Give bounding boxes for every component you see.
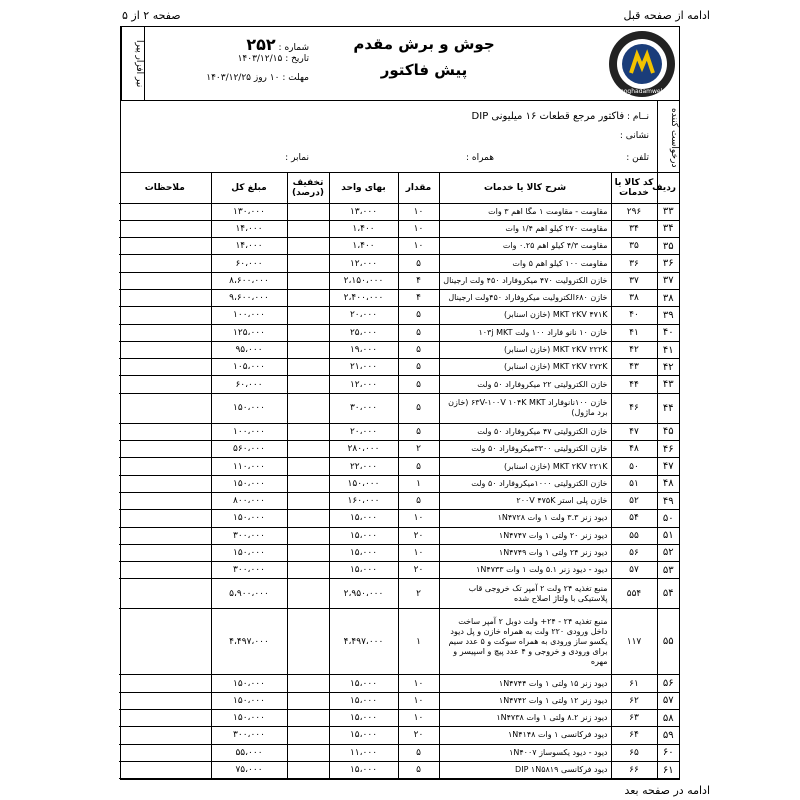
items-table [119,173,679,779]
item-unit-price: ۱۵،۰۰۰ [329,692,398,709]
item-discount [287,272,329,289]
item-discount [287,475,329,492]
item-total: ۶۰،۰۰۰ [211,255,287,272]
table-row [119,492,679,509]
item-discount [287,289,329,306]
item-notes [119,441,211,458]
item-notes [119,238,211,255]
item-total: ۱۵۰،۰۰۰ [211,510,287,527]
item-discount [287,441,329,458]
row-number: ۴۳ [657,376,679,393]
row-number: ۴۱ [657,341,679,358]
item-quantity: ۵ [398,393,439,423]
item-discount [287,562,329,579]
table-row [119,393,679,423]
item-code: ۶۶ [611,761,657,778]
item-description: مقاومت - مقاومت ۱ مگا اهم ۳ وات [439,203,611,220]
item-notes [119,458,211,475]
item-description: دیود فرکانسی DIP ۱N۵۸۱۹ [439,761,611,778]
item-unit-price: ۲۲،۰۰۰ [329,458,398,475]
item-code: ۶۴ [611,727,657,744]
item-unit-price: ۱،۴۰۰ [329,238,398,255]
table-row [119,475,679,492]
item-discount [287,376,329,393]
item-notes [119,675,211,692]
item-code: ۴۶ [611,393,657,423]
item-discount [287,527,329,544]
table-row [119,527,679,544]
item-total: ۳۰۰،۰۰۰ [211,727,287,744]
invoice-sheet [120,26,680,780]
col-row: ردیف [657,173,679,203]
item-total: ۹،۶۰۰،۰۰۰ [211,289,287,306]
fax-label: نمابر : [285,153,309,163]
item-code: ۳۵ [611,238,657,255]
item-description: دیود زنر ۳.۳ ولت ۱ وات ۱N۴۷۲۸ [439,510,611,527]
item-code: ۴۳ [611,359,657,376]
table-row [119,289,679,306]
col-desc: شرح کالا یا خدمات [439,173,611,203]
item-quantity: ۱۰ [398,675,439,692]
item-unit-price: ۲۸۰،۰۰۰ [329,441,398,458]
item-unit-price: ۱۵،۰۰۰ [329,710,398,727]
row-number: ۴۲ [657,359,679,376]
item-total: ۱۵۰،۰۰۰ [211,710,287,727]
row-number: ۵۱ [657,527,679,544]
item-code: ۴۲ [611,341,657,358]
table-row [119,692,679,709]
item-unit-price: ۱۶۰،۰۰۰ [329,492,398,509]
stamp-label: نیر افزار پیرا [121,27,145,101]
item-total: ۵۵،۰۰۰ [211,744,287,761]
item-total: ۷۵،۰۰۰ [211,761,287,778]
item-notes [119,744,211,761]
item-notes [119,359,211,376]
item-quantity: ۵ [398,376,439,393]
row-number: ۵۶ [657,675,679,692]
col-qty: مقدار [398,173,439,203]
item-total: ۱۰۰،۰۰۰ [211,423,287,440]
table-row [119,272,679,289]
item-description: خازن الکترولیتی ۴۷ میکروفاراد ۵۰ ولت [439,423,611,440]
item-total: ۵،۹۰۰،۰۰۰ [211,579,287,609]
item-quantity: ۵ [398,307,439,324]
item-description: دیود زنر ۱۵ ولتی ۱ وات ۱N۴۷۴۴ [439,675,611,692]
item-quantity: ۴ [398,289,439,306]
item-unit-price: ۱۹،۰۰۰ [329,341,398,358]
item-quantity: ۵ [398,324,439,341]
item-quantity: ۲۰ [398,562,439,579]
item-quantity: ۲۰ [398,727,439,744]
item-quantity: ۲۰ [398,527,439,544]
item-quantity: ۵ [398,359,439,376]
item-quantity: ۵ [398,744,439,761]
item-discount [287,238,329,255]
item-description: خازن الکترولیتی ۲۲ میکروفاراد ۵۰ ولت [439,376,611,393]
item-description: دیود فرکانسی ۱ وات ۱N۴۱۴۸ [439,727,611,744]
item-unit-price: ۱۵،۰۰۰ [329,675,398,692]
item-code: ۳۴ [611,220,657,237]
item-quantity: ۵ [398,458,439,475]
company-logo-icon [607,29,677,99]
item-unit-price: ۱۲،۰۰۰ [329,376,398,393]
item-total: ۳۰۰،۰۰۰ [211,562,287,579]
item-description: دیود زنر ۱۲ ولتی ۱ وات ۱N۴۷۴۲ [439,692,611,709]
item-quantity: ۱۰ [398,510,439,527]
item-quantity: ۱۰ [398,544,439,561]
item-total: ۱۴،۰۰۰ [211,238,287,255]
row-number: ۴۸ [657,475,679,492]
item-notes [119,510,211,527]
item-notes [119,220,211,237]
table-row [119,341,679,358]
item-total: ۸،۶۰۰،۰۰۰ [211,272,287,289]
item-discount [287,307,329,324]
item-description: خازن پلی استر ۲۰۰V ۴۷۵K [439,492,611,509]
table-row [119,423,679,440]
item-unit-price: ۱۲،۰۰۰ [329,255,398,272]
item-discount [287,423,329,440]
invoice-meta [149,35,309,92]
item-code: ۴۴ [611,376,657,393]
table-row [119,609,679,675]
item-description: MKT ۲KV ۲۲۲K (خازن اسنابر) [439,341,611,358]
item-unit-price: ۲۵،۰۰۰ [329,324,398,341]
item-discount [287,341,329,358]
customer-name-line [472,111,649,122]
item-unit-price: ۱۵،۰۰۰ [329,510,398,527]
table-row [119,675,679,692]
item-code: ۵۲ [611,492,657,509]
item-code: ۴۰ [611,307,657,324]
row-number: ۵۲ [657,544,679,561]
item-discount [287,727,329,744]
item-code: ۶۱ [611,675,657,692]
row-number: ۳۵ [657,238,679,255]
mobile-label: همراه : [465,153,494,163]
item-unit-price: ۱۵۰،۰۰۰ [329,475,398,492]
item-discount [287,675,329,692]
row-number: ۴۶ [657,441,679,458]
item-discount [287,203,329,220]
invoice-number: ۲۵۲ [246,35,276,54]
row-number: ۴۹ [657,492,679,509]
item-code: ۵۰ [611,458,657,475]
item-unit-price: ۲۱،۰۰۰ [329,359,398,376]
item-description: خازن الکترولیتی ۱۰۰۰میکروفاراد ۵۰ ولت [439,475,611,492]
deadline-value: ۱۰ روز ۱۴۰۳/۱۲/۲۵ [206,73,280,83]
table-row [119,544,679,561]
item-total: ۵۶۰،۰۰۰ [211,441,287,458]
item-quantity: ۵ [398,341,439,358]
item-total: ۱۳۰،۰۰۰ [211,203,287,220]
customer-section [121,101,679,173]
table-header-row [119,173,679,203]
company-name: جوش و برش مقدم [353,35,495,53]
page-number: صفحه ۲ از ۵ [122,9,181,22]
item-discount [287,324,329,341]
table-row [119,203,679,220]
item-total: ۴،۴۹۷،۰۰۰ [211,609,287,675]
row-number: ۴۷ [657,458,679,475]
name-label: نــام : [627,112,649,122]
item-discount [287,510,329,527]
row-number: ۶۰ [657,744,679,761]
item-quantity: ۱۰ [398,238,439,255]
row-number: ۴۰ [657,324,679,341]
item-unit-price: ۱۱،۰۰۰ [329,744,398,761]
table-row [119,359,679,376]
row-number: ۳۴ [657,220,679,237]
item-total: ۱۴،۰۰۰ [211,220,287,237]
item-quantity: ۲ [398,441,439,458]
item-notes [119,527,211,544]
item-notes [119,376,211,393]
item-total: ۱۵۰،۰۰۰ [211,675,287,692]
item-notes [119,341,211,358]
item-quantity: ۵ [398,492,439,509]
item-unit-price: ۱،۴۰۰ [329,220,398,237]
item-unit-price: ۲،۱۵۰،۰۰۰ [329,272,398,289]
row-number: ۳۹ [657,307,679,324]
invoice-date: ۱۴۰۳/۱۲/۱۵ [237,54,283,64]
table-row [119,220,679,237]
item-discount [287,492,329,509]
item-unit-price: ۱۵،۰۰۰ [329,727,398,744]
item-discount [287,744,329,761]
table-row [119,324,679,341]
table-row [119,579,679,609]
item-quantity: ۲ [398,579,439,609]
item-code: ۵۵ [611,527,657,544]
item-unit-price: ۱۵،۰۰۰ [329,761,398,778]
item-quantity: ۱ [398,609,439,675]
table-row [119,761,679,778]
item-notes [119,562,211,579]
item-description: مقاومت ۲۷۰ کیلو اهم ۱/۴ وات [439,220,611,237]
item-description: مقاومت ۴/۳ کیلو اهم ۰.۲۵ وات [439,238,611,255]
item-description: خازن ۶۸۰الکترولیت میکروفاراد ۴۵۰ولت ارجینال [439,289,611,306]
item-code: ۵۱ [611,475,657,492]
item-code: ۵۶ [611,544,657,561]
row-number: ۳۸ [657,289,679,306]
item-notes [119,203,211,220]
item-notes [119,475,211,492]
item-total: ۱۵۰،۰۰۰ [211,544,287,561]
item-description: مقاومت ۱۰۰ کیلو اهم ۵ وات [439,255,611,272]
item-description: خازن ۱۰ نانو فاراد ۱۰۰ ولت ۱۰۳j MKT [439,324,611,341]
item-total: ۶۰،۰۰۰ [211,376,287,393]
item-code: ۳۶ [611,255,657,272]
table-row [119,510,679,527]
row-number: ۳۳ [657,203,679,220]
address-label: نشانی : [619,131,649,141]
item-total: ۱۵۰،۰۰۰ [211,692,287,709]
row-number: ۵۸ [657,710,679,727]
item-total: ۳۰۰،۰۰۰ [211,527,287,544]
item-total: ۱۰۰،۰۰۰ [211,307,287,324]
item-unit-price: ۳۰،۰۰۰ [329,393,398,423]
item-description: دیود - دیود یکسوساز ۱N۴۰۰۷ [439,744,611,761]
item-description: MKT ۲KV ۴۷۱K (خازن اسنابر) [439,307,611,324]
number-label: شماره : [278,43,309,53]
row-number: ۴۵ [657,423,679,440]
table-body [119,203,679,779]
item-unit-price: ۲۰،۰۰۰ [329,307,398,324]
item-discount [287,692,329,709]
col-unit-price: بهای واحد [329,173,398,203]
item-code: ۵۴ [611,510,657,527]
item-notes [119,492,211,509]
item-discount [287,761,329,778]
row-number: ۵۴ [657,579,679,609]
item-code: ۱۱۷ [611,609,657,675]
item-code: ۴۷ [611,423,657,440]
row-number: ۳۶ [657,255,679,272]
item-description: خازن الکترولیتی ۳۳۰۰میکروفاراد ۵۰ ولت [439,441,611,458]
table-row [119,441,679,458]
item-notes [119,289,211,306]
item-quantity: ۵ [398,255,439,272]
item-notes [119,609,211,675]
item-notes [119,692,211,709]
item-total: ۱۵۰،۰۰۰ [211,475,287,492]
col-code: کد کالا یا خدمات [611,173,657,203]
item-description: خازن الکترولیت ۴۷۰ میکروفاراد ۴۵۰ ولت ارجینال [439,272,611,289]
table-row [119,376,679,393]
item-description: MKT ۲KV ۲۷۲K (خازن اسنابر) [439,359,611,376]
table-row [119,238,679,255]
item-unit-price: ۱۵،۰۰۰ [329,527,398,544]
customer-name: فاکتور مرجع قطعات ۱۶ میلیونی DIP [471,111,625,122]
item-discount [287,710,329,727]
item-notes [119,272,211,289]
item-description: MKT ۲KV ۲۲۱K (خازن اسنابر) [439,458,611,475]
item-notes [119,307,211,324]
continued-next-note: ادامه در صفحه بعد [624,784,710,797]
date-label: تاریخ : [285,54,309,64]
col-total: مبلغ کل [211,173,287,203]
item-notes [119,324,211,341]
row-number: ۵۵ [657,609,679,675]
item-discount [287,579,329,609]
item-discount [287,544,329,561]
requester-label: درخواست کننده [657,101,679,173]
item-unit-price: ۴،۴۹۷،۰۰۰ [329,609,398,675]
item-discount [287,458,329,475]
item-notes [119,423,211,440]
row-number: ۴۴ [657,393,679,423]
invoice-header [121,27,679,101]
item-unit-price: ۱۳،۰۰۰ [329,203,398,220]
item-discount [287,609,329,675]
item-description: منبع تغذیه ۲۴ - ۲۴+ ولت دوبل ۲ آمپر ساخت داخل ورودی ۲۲۰ ولت به همراه خازن و پل دیود یکسو ساز ورودی به همراه سوکت و ۵ عدد سیم برای ورودی و خروجی و ۴ عدد پیچ و اسپیسر و مهره [439,609,611,675]
item-notes [119,710,211,727]
item-code: ۳۷ [611,272,657,289]
item-discount [287,220,329,237]
item-discount [287,359,329,376]
item-quantity: ۱ [398,475,439,492]
item-quantity: ۱۰ [398,710,439,727]
row-number: ۶۱ [657,761,679,778]
item-description: دیود زنر ۲۰ ولتی ۱ وات ۱N۴۷۴۷ [439,527,611,544]
item-code: ۵۷ [611,562,657,579]
row-number: ۵۹ [657,727,679,744]
item-total: ۹۵،۰۰۰ [211,341,287,358]
table-row [119,744,679,761]
item-description: دیود زنر ۸.۲ ولتی ۱ وات ۱N۴۷۳۸ [439,710,611,727]
item-code: ۶۵ [611,744,657,761]
item-quantity: ۵ [398,761,439,778]
item-code: ۶۲ [611,692,657,709]
row-number: ۵۷ [657,692,679,709]
item-notes [119,727,211,744]
item-code: ۲۹۶ [611,203,657,220]
item-unit-price: ۲،۹۵۰،۰۰۰ [329,579,398,609]
item-total: ۱۲۵،۰۰۰ [211,324,287,341]
continued-from-note: ادامه از صفحه قبل [623,9,710,22]
item-notes [119,393,211,423]
company-title [349,35,499,79]
item-quantity: ۱۰ [398,203,439,220]
item-description: منبع تغذیه ۲۴ ولت ۲ آمپر تک خروجی قاب پلاستیکی با ولتاژ اصلاح شده [439,579,611,609]
item-code: ۵۵۴ [611,579,657,609]
phone-label: تلفن : [626,153,649,163]
item-discount [287,393,329,423]
table-row [119,458,679,475]
item-total: ۱۱۰،۰۰۰ [211,458,287,475]
item-code: ۳۸ [611,289,657,306]
item-quantity: ۴ [398,272,439,289]
item-total: ۱۵۰،۰۰۰ [211,393,287,423]
item-code: ۶۳ [611,710,657,727]
item-notes [119,579,211,609]
item-quantity: ۱۰ [398,220,439,237]
table-row [119,727,679,744]
row-number: ۵۳ [657,562,679,579]
item-description: دیود - دیود زنر ۵.۱ ولت ۱ وات ۱N۴۷۳۳ [439,562,611,579]
item-unit-price: ۲،۴۰۰،۰۰۰ [329,289,398,306]
table-row [119,710,679,727]
item-total: ۸۰۰،۰۰۰ [211,492,287,509]
item-notes [119,544,211,561]
item-notes [119,255,211,272]
item-code: ۴۸ [611,441,657,458]
item-discount [287,255,329,272]
document-title: پیش فاکتور [380,61,468,79]
item-unit-price: ۱۵،۰۰۰ [329,544,398,561]
row-number: ۵۰ [657,510,679,527]
item-quantity: ۱۰ [398,692,439,709]
logo-text: moghadamweld [617,88,667,95]
table-row [119,562,679,579]
item-unit-price: ۱۵،۰۰۰ [329,562,398,579]
item-description: خازن ۱۰۰نانوفاراد ۶۳V-۱۰۰V ۱۰۴K MKT (خازن برد ماژول) [439,393,611,423]
item-total: ۱۰۵،۰۰۰ [211,359,287,376]
item-unit-price: ۲۰،۰۰۰ [329,423,398,440]
table-row [119,307,679,324]
item-notes [119,761,211,778]
table-row [119,255,679,272]
item-quantity: ۵ [398,423,439,440]
col-discount: تخفیف (درصد) [287,173,329,203]
deadline-label: مهلت : [282,73,309,83]
row-number: ۳۷ [657,272,679,289]
item-description: دیود زنر ۲۴ ولتی ۱ وات ۱N۴۷۴۹ [439,544,611,561]
item-code: ۴۱ [611,324,657,341]
col-notes: ملاحظات [119,173,211,203]
